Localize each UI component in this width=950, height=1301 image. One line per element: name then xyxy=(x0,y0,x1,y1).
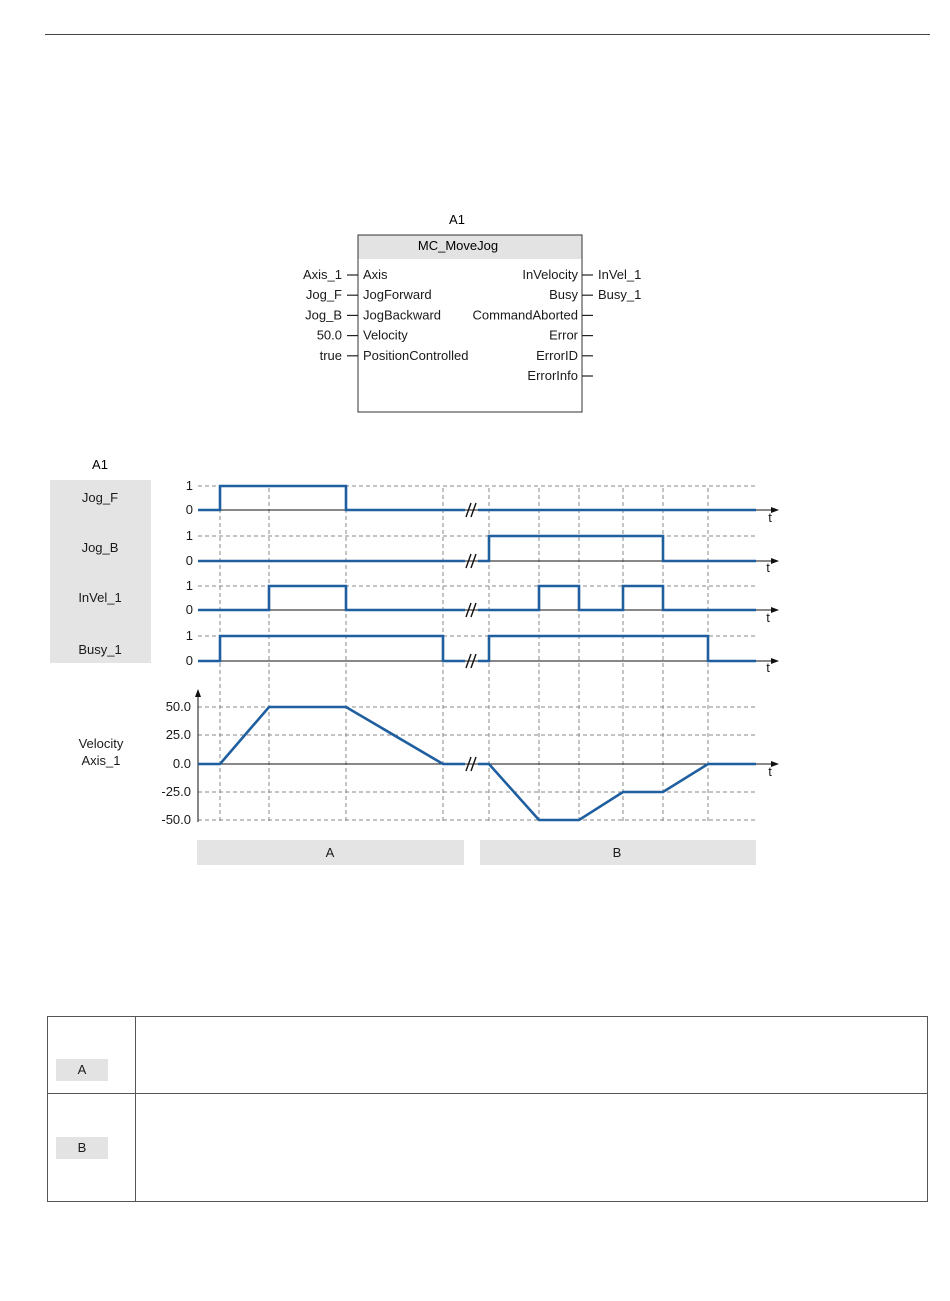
signal-trace xyxy=(198,486,465,510)
output-pin-name: CommandAborted xyxy=(472,307,578,323)
time-axis-label: t xyxy=(766,610,770,625)
legend-row-a xyxy=(48,1017,928,1094)
signal-high-tick: 1 xyxy=(185,528,193,543)
velocity-label-line2: Axis_1 xyxy=(81,753,121,768)
legend-key-cell-b xyxy=(48,1094,136,1202)
input-actual: 50.0 xyxy=(316,327,342,343)
input-pin-name: JogForward xyxy=(363,287,432,303)
velocity-tick-label: 25.0 xyxy=(165,727,191,742)
time-axis-label: t xyxy=(766,660,770,675)
velocity-tick-label: 50.0 xyxy=(165,699,191,714)
phase-label-a: A xyxy=(325,845,335,860)
time-axis-label: t xyxy=(768,764,772,779)
input-pin-name: JogBackward xyxy=(363,307,442,323)
input-pin-name: PositionControlled xyxy=(363,347,469,363)
signal-label-panel xyxy=(50,480,151,663)
signal-low-tick: 0 xyxy=(185,602,193,617)
output-pin-name: ErrorInfo xyxy=(527,368,578,383)
signal-label: Busy_1 xyxy=(78,642,122,657)
input-pin-name: Axis xyxy=(363,267,388,282)
signal-trace xyxy=(198,636,465,661)
input-actual: Axis_1 xyxy=(302,267,342,282)
signal-label: Jog_B xyxy=(81,540,119,555)
signal-low-tick: 0 xyxy=(185,653,193,668)
legend-row-b xyxy=(48,1094,928,1202)
velocity-label-line1: Velocity xyxy=(78,736,124,751)
time-axis-label: t xyxy=(766,560,770,575)
signal-trace xyxy=(478,586,756,610)
input-actual: true xyxy=(319,347,342,363)
function-block xyxy=(303,212,641,412)
signal-label: Jog_F xyxy=(81,490,119,505)
signal-high-tick: 1 xyxy=(185,478,193,493)
output-pin-name: ErrorID xyxy=(536,347,578,363)
output-actual: InVel_1 xyxy=(598,267,642,282)
legend-key-b: B xyxy=(56,1137,108,1159)
phase-label-b: B xyxy=(612,845,622,860)
input-pin-name: Velocity xyxy=(363,327,408,343)
time-axis-label: t xyxy=(768,510,772,525)
signal-high-tick: 1 xyxy=(185,578,193,593)
block-instance-label: A1 xyxy=(449,212,465,227)
signal-trace xyxy=(478,636,756,661)
signal-trace xyxy=(478,536,756,561)
output-pin-name: Busy xyxy=(549,287,578,303)
legend-table xyxy=(47,1016,928,1202)
output-pin-name: InVelocity xyxy=(522,267,578,282)
block-name: MC_MoveJog xyxy=(417,238,499,253)
output-actual: Busy_1 xyxy=(598,287,642,303)
signal-trace xyxy=(198,586,465,610)
legend-text-b xyxy=(136,1094,928,1202)
signal-low-tick: 0 xyxy=(185,553,193,568)
block-frame xyxy=(358,235,582,412)
legend-key-cell-a xyxy=(48,1017,136,1094)
input-actual: Jog_F xyxy=(305,287,342,303)
velocity-trace xyxy=(478,764,756,820)
signal-high-tick: 1 xyxy=(185,628,193,643)
signal-label: InVel_1 xyxy=(78,590,122,605)
input-actual: Jog_B xyxy=(305,307,342,323)
timing-instance-label: A1 xyxy=(92,457,108,472)
signal-low-tick: 0 xyxy=(185,502,193,517)
velocity-tick-label: 0.0 xyxy=(172,756,191,771)
output-pin-name: Error xyxy=(549,327,578,343)
velocity-tick-label: -50.0 xyxy=(161,812,191,827)
velocity-tick-label: -25.0 xyxy=(161,784,191,799)
legend-key-a: A xyxy=(56,1059,108,1081)
legend-text-a xyxy=(136,1017,928,1094)
timing-diagram xyxy=(50,457,778,865)
